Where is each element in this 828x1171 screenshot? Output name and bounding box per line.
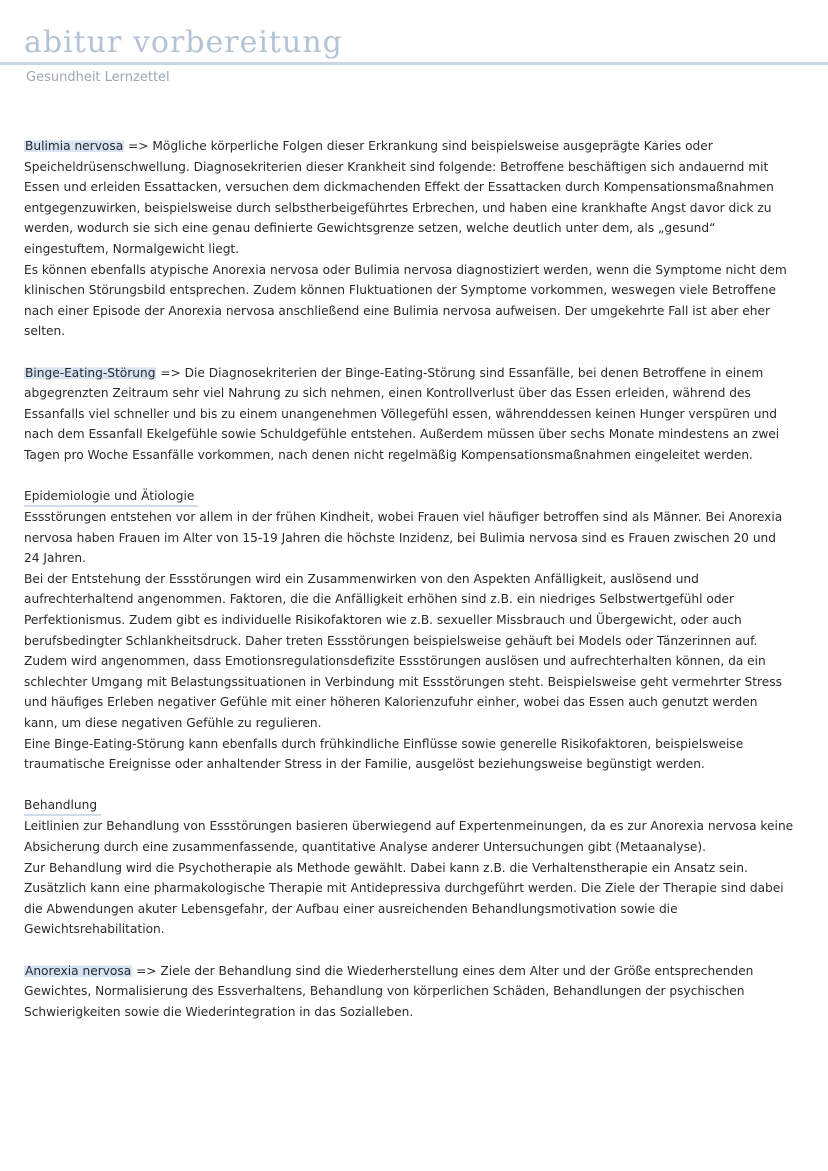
section-binge-eating: [24, 363, 794, 466]
header-divider: [0, 62, 828, 65]
section-bulimia: [24, 136, 794, 342]
section-anorexia: [24, 961, 794, 1023]
section-behandlung: [24, 795, 794, 940]
highlighted-term: Anorexia nervosa: [25, 963, 132, 978]
brand-logo: abitur vorbereitung: [24, 25, 343, 60]
paragraph: [24, 136, 794, 260]
paragraph: Eine Binge-Eating-Störung kann ebenfalls durch frühkindliche Einflüsse sowie generelle Risikofaktoren, beispielsweise traumatische Ereignisse oder anhaltender Stress in der Familie, ausgelöst beziehungsweise begünstigt werden.: [24, 736, 744, 772]
paragraph: [24, 363, 794, 466]
page-header: [0, 0, 828, 95]
paragraph: [24, 961, 794, 1023]
paragraph-text: => Ziele der Behandlung sind die Wiederherstellung eines dem Alter und der Größe entsprechenden Gewichtes, Normalisierung des Essverhaltens, Behandlung von körperlichen Schäden, Behandlungen der psychischen Schwierigkeiten sowie die Wiederintegration in das Sozialleben.: [24, 963, 754, 1019]
document-body: [24, 136, 794, 1022]
spacer: [24, 342, 794, 363]
paragraph-text: => Mögliche körperliche Folgen dieser Erkrankung sind beispielsweise ausgeprägte Karies oder Speicheldrüsenschwellung. Diagnosekriterien dieser Krankheit sind folgende: Betroffene beschäftigen sich andauernd mit Essen und erleiden Essattacken, versuchen dem dickmachenden Effekt der Essattacken durch Kompensationsmaßnahmen entgegenzuwirken, beispielsweise durch selbstherbeigeführtes Erbrechen, und haben eine krankhafte Angst davor dick zu werden, wodurch sie sich eine genau definierte Gewichtsgrenze setzen, welche deutlich unter dem, als „gesund“ eingestuftem, Normalgewicht liegt.: [24, 139, 774, 256]
spacer: [24, 466, 794, 487]
paragraph: Es können ebenfalls atypische Anorexia nervosa oder Bulimia nervosa diagnostiziert werden, wenn die Symptome nicht dem klinischen Störungsbild entsprechen. Zudem können Fluktuationen der Symptome vorkommen, weswegen viele Betroffene nach einer Episode der Anorexia nervosa anschließend eine Bulimia nervosa aufweisen. Der umgekehrte Fall ist aber eher selten.: [24, 262, 787, 339]
page-subtitle: Gesundheit Lernzettel: [26, 70, 170, 85]
paragraph: Leitlinien zur Behandlung von Essstörungen basieren überwiegend auf Expertenmeinungen, da es zur Anorexia nervosa keine Absicherung durch eine zusammenfassende, quantitative Analyse anderer Untersuchungen gibt (Metaanalyse).: [24, 819, 794, 854]
paragraph-text: => Die Diagnosekriterien der Binge-Eating-Störung sind Essanfälle, bei denen Betroffene in einem abgegrenzten Zeitraum sehr viel Nahrung zu sich nehmen, einen Kontrollverlust über das Essen erleiden, während des Essanfalls viel schneller und bis zu einem unangenehmen Völlegefühl essen, währenddessen keinen Hunger verspüren und nach dem Essanfall Ekelgefühle sowie Schuldgefühle entstehen. Außerdem müssen über sechs Monate mindestens an zwei Tagen pro Woche Essanfälle vorkommen, nach denen nicht regelmäßig Kompensationsmaßnahmen eingeleitet werden.: [24, 365, 780, 462]
section-heading: Behandlung: [24, 796, 101, 816]
highlighted-term: Bulimia nervosa: [25, 139, 124, 153]
paragraph: Bei der Entstehung der Essstörungen wird ein Zusammenwirken von den Aspekten Anfälligkeit, auslösend und aufrechterhaltend angenommen. Faktoren, die die Anfälligkeit erhöhen sind z.B. ein niedriges Selbstwertgefühl oder Perfektionismus. Zudem gibt es individuelle Risikofaktoren wie z.B. sexueller Missbrauch und Übergewicht, oder auch berufsbedingter Schlankheitsdruck. Daher treten Essstörungen beispielsweise gehäuft bei Models oder Tänzerinnen auf. Zudem wird angenommen, dass Emotionsregulationsdefizite Essstörungen auslösen und aufrechterhalten können, da ein schlechter Umgang mit Belastungssituationen in Verbindung mit Essstörungen steht. Beispielsweise geht vermehrter Stress und häufiges Erleben negativer Gefühle mit einer höheren Kalorienzufuhr einher, wobei das Essen auch genutzt werden kann, um diese negativen Gefühle zu regulieren.: [24, 571, 782, 731]
spacer: [24, 940, 794, 961]
spacer: [24, 775, 794, 796]
highlighted-term: Binge-Eating-Störung: [25, 365, 156, 380]
paragraph: Essstörungen entstehen vor allem in der frühen Kindheit, wobei Frauen viel häufiger betroffen sind als Männer. Bei Anorexia nervosa haben Frauen im Alter von 15-19 Jahren die höchste Inzidenz, bei Bulimia nervosa sind es Frauen zwischen 20 und 24 Jahren.: [24, 510, 783, 566]
paragraph: Zur Behandlung wird die Psychotherapie als Methode gewählt. Dabei kann z.B. die Verhaltenstherapie ein Ansatz sein. Zusätzlich kann eine pharmakologische Therapie mit Antidepressiva durchgeführt werden. Die Ziele der Therapie sind dabei die Abwendungen akuter Lebensgefahr, der Aufbau einer ausreichenden Behandlungsmotivation sowie die Gewichtsrehabilitation.: [24, 860, 784, 937]
section-epidemiologie: [24, 486, 794, 775]
section-heading: Epidemiologie und Ätiologie: [24, 487, 198, 507]
